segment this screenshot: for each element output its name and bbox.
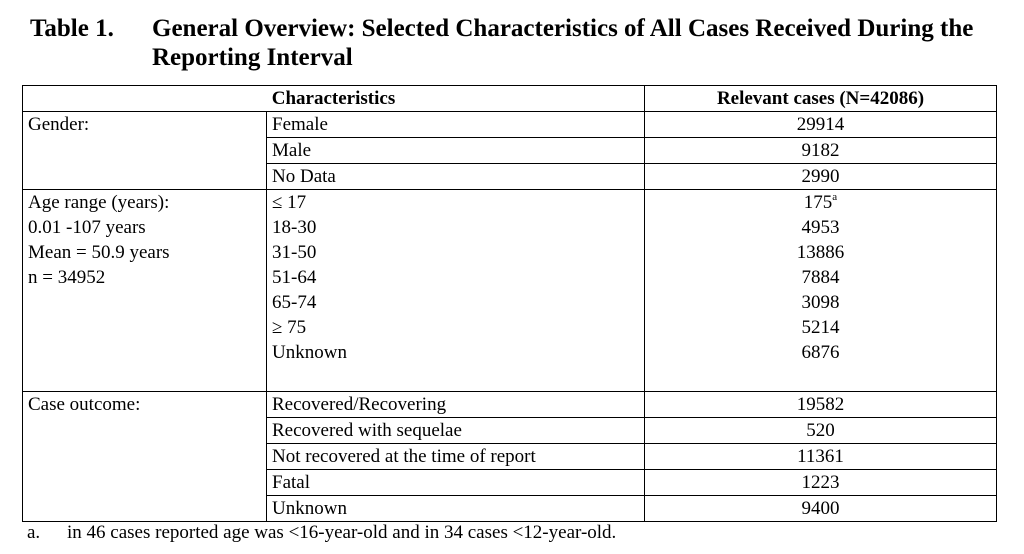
age-group	[23, 190, 997, 392]
cell-value: 29914	[796, 114, 845, 135]
list-item: Male	[267, 137, 644, 163]
age-mean: Mean = 50.9 years	[28, 242, 170, 263]
table-title: General Overview: Selected Characteristics of All Cases Received During the Reporting Interval	[152, 15, 974, 71]
footnote-marker: a	[832, 190, 838, 203]
gender-values	[645, 112, 997, 190]
cell-value: 175$^a$	[803, 190, 838, 213]
cell-value: 7884	[801, 267, 840, 288]
list-item: Unknown	[272, 342, 347, 363]
outcome-label-cell	[23, 392, 267, 522]
list-item: 31-50	[272, 242, 317, 263]
cell-value: 3098	[801, 292, 840, 313]
cell-value: 1223	[645, 469, 996, 495]
footnote-text: in 46 cases reported age was <16-year-old and in 34 cases <12-year-old.	[67, 522, 617, 543]
age-categories	[267, 190, 645, 392]
cell-value: 4953	[801, 217, 840, 238]
list-item: ≤ 17	[272, 192, 307, 213]
list-item: 51-64	[272, 267, 317, 288]
cell-value: 19582	[796, 394, 845, 415]
outcome-values	[645, 392, 997, 522]
list-item: 18-30	[272, 217, 317, 238]
list-item: 65-74	[272, 292, 317, 313]
outcome-label: Case outcome:	[28, 394, 141, 415]
cell-value: 11361	[645, 443, 996, 469]
cell-value: 9182	[645, 137, 996, 163]
list-item: Recovered with sequelae	[267, 417, 644, 443]
gender-label: Gender:	[28, 114, 90, 135]
gender-group	[23, 112, 997, 190]
cell-value: 9400	[645, 495, 996, 521]
gender-categories	[267, 112, 645, 190]
cell-value: 6876	[801, 342, 840, 363]
outcome-group	[23, 392, 997, 522]
list-item: Fatal	[267, 469, 644, 495]
list-item: Female	[272, 114, 328, 135]
characteristics-table	[22, 85, 997, 522]
cell-value: 2990	[645, 163, 996, 189]
age-range-label: Age range (years):	[28, 192, 170, 213]
footnote-letter: a.	[27, 522, 41, 543]
age-range-value: 0.01 -107 years	[28, 217, 146, 238]
age-label-cell	[23, 190, 267, 392]
list-item: ≥ 75	[272, 317, 307, 338]
outcome-categories	[267, 392, 645, 522]
cell-value: 5214	[801, 317, 840, 338]
list-item: Unknown	[267, 495, 644, 521]
gender-label-cell	[23, 112, 267, 190]
list-item: Not recovered at the time of report	[267, 443, 644, 469]
table-number: Table 1.	[30, 15, 114, 42]
cell-value: 520	[645, 417, 996, 443]
header-characteristics: Characteristics	[23, 86, 645, 112]
list-item: Recovered/Recovering	[272, 394, 447, 415]
age-values	[645, 190, 997, 392]
list-item: No Data	[267, 163, 644, 189]
header-relevant-cases: Relevant cases (N=42086)	[645, 86, 997, 112]
age-n: n = 34952	[28, 267, 106, 288]
cell-value: 13886	[796, 242, 845, 263]
header-row	[23, 86, 997, 112]
